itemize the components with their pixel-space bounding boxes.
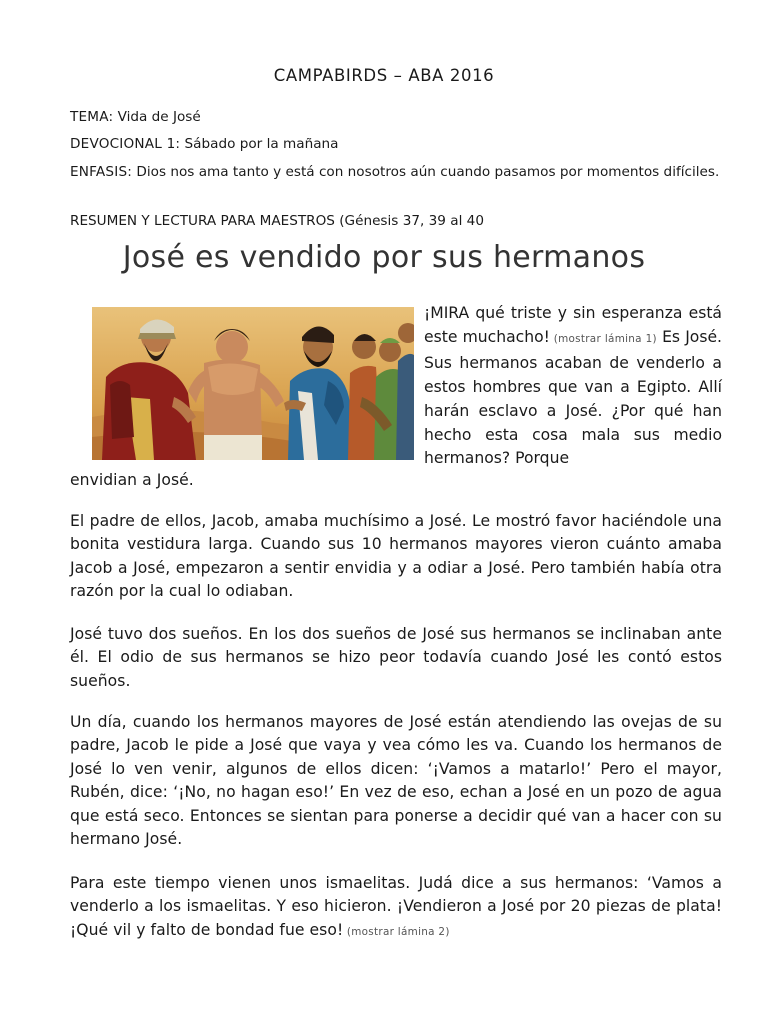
joseph-illustration [92,307,414,460]
enfasis-value: Dios nos ama tanto y está con nosotros aún cuando pasamos por momentos difíciles. [132,164,720,180]
paragraph-1-note: (mostrar lámina 1) [549,332,657,345]
paragraph-1-end: envidian a José. [70,471,194,489]
enfasis-label: ENFASIS: [70,164,133,180]
paragraph-5-body: Para este tiempo vienen unos ismaelitas. Judá dice a sus hermanos: ‘Vamos a venderlo a los ismaelitas. Y eso hicieron. ¡Vendieron a José por 20 piezas de plata! ¡Qué vil y falto de bondad fue eso! [70,874,722,939]
devocional-line [70,134,720,155]
tema-label: TEMA: [70,109,114,125]
paragraph-5-note: (mostrar lámina 2) [343,925,450,938]
paragraph-1-body: Es José. Sus hermanos acaban de venderlo a estos hombres que van a Egipto. Allí harán esclavo a José. ¿Por qué han hecho esta cosa mala sus medio hermanos? Porque [424,327,723,468]
document-header: CAMPABIRDS – ABA 2016 [273,66,495,85]
tema-value: Vida de José [113,109,201,125]
tema-line [70,107,720,128]
paragraph-1-start [424,302,722,471]
devocional-value: Sábado por la mañana [180,136,339,152]
main-title: José es vendido por sus hermanos [122,240,646,275]
paragraph-1-lead: ¡MIRA qué triste y sin esperanza está este muchacho! [424,304,722,346]
paragraph-5 [70,872,722,944]
paragraph-2: El padre de ellos, Jacob, amaba muchísimo a José. Le mostró favor haciéndole una bonita vestidura larga. Cuando sus 10 hermanos mayores vieron cuánto amaba Jacob a José, empezaron a sentir envidia y a odiar a José. Pero también había otra razón por la cual lo odiaban. [70,512,722,601]
devocional-label: DEVOCIONAL 1: [70,136,181,152]
resumen-line: RESUMEN Y LECTURA PARA MAESTROS (Génesis 37, 39 al 40 [70,213,484,229]
paragraph-3: José tuvo dos sueños. En los dos sueños de José sus hermanos se inclinaban ante él. El odio de sus hermanos se hizo peor todavía cuando José les contó estos sueños. [70,625,722,690]
paragraph-4: Un día, cuando los hermanos mayores de José están atendiendo las ovejas de su padre, Jacob le pide a José que vaya y vea cómo les va. Cuando los hermanos de José lo ven venir, algunos de ellos dicen: ‘¡Vamos a matarlo!’ Pero el mayor, Rubén, dice: ‘¡No, no hagan eso!’ En vez de eso, echan a José en un pozo de agua que está seco. Entonces se sientan para ponerse a decidir qué van a hacer con su hermano José. [70,713,722,849]
enfasis-line [70,162,720,183]
